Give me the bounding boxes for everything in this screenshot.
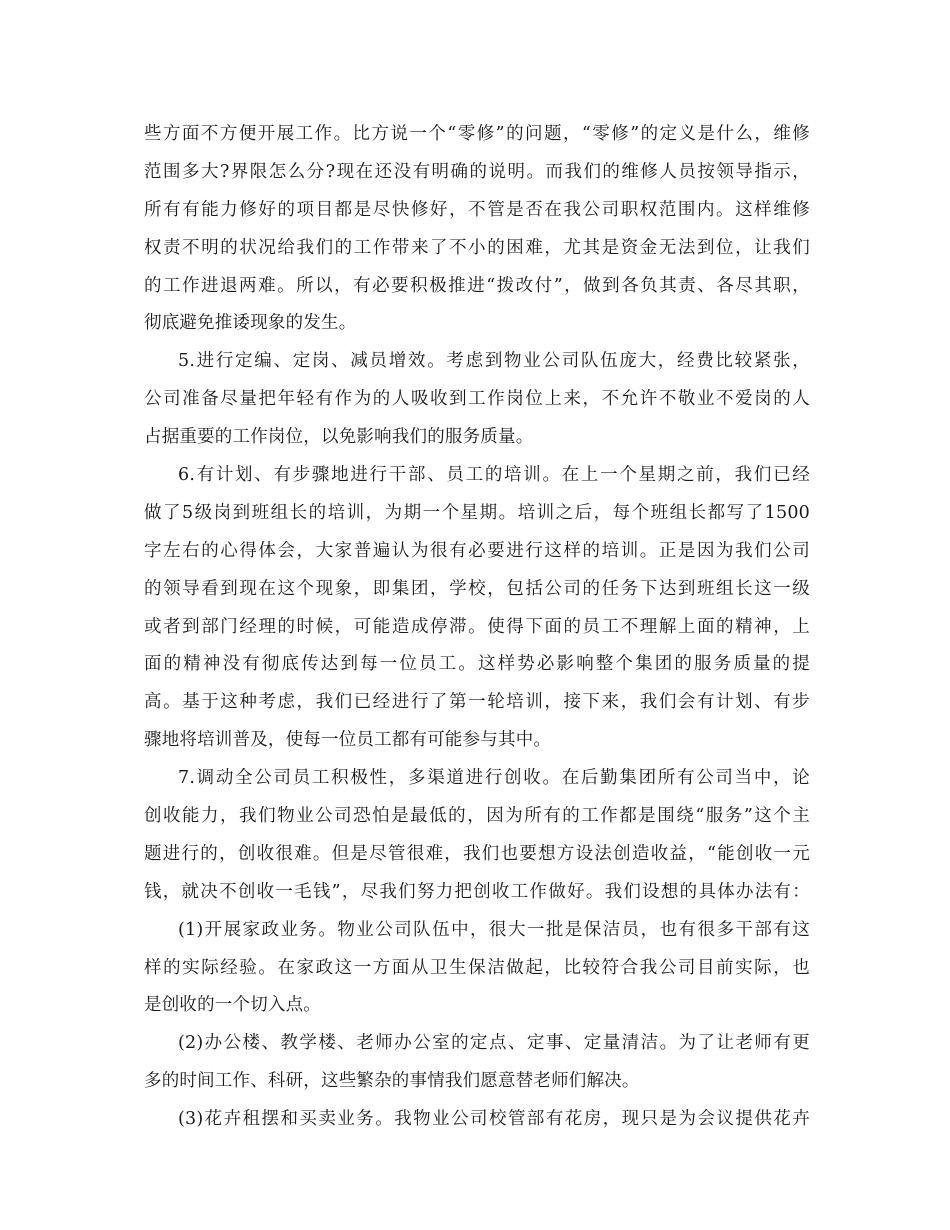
text-line: 题进行的，创收很难。但是尽管很难，我们也要想方设法创造收益，“能创收一元 xyxy=(144,843,810,864)
text-line: 或者到部门经理的时候，可能造成停滞。使得下面的员工不理解上面的精神，上 xyxy=(144,616,810,637)
text-line: 公司准备尽量把年轻有作为的人吸收到工作岗位上来，不允许不敬业不爱岗的人 xyxy=(144,389,810,410)
text-line: (3)花卉租摆和买卖业务。我物业公司校管部有花房，现只是为会议提供花卉 xyxy=(178,1109,810,1130)
text-line: 多的时间工作、科研，这些繁杂的事情我们愿意替老师们解决。 xyxy=(144,1071,640,1092)
text-line: 骤地将培训普及，使每一位员工都有可能参与其中。 xyxy=(144,730,552,751)
text-line: 些方面不方便开展工作。比方说一个“零修”的问题，“零修”的定义是什么，维修 xyxy=(144,124,810,144)
text-line: 彻底避免推诿现象的发生。 xyxy=(144,313,357,334)
text-line: 5.进行定编、定岗、减员增效。考虑到物业公司队伍庞大，经费比较紧张， xyxy=(178,351,810,372)
text-line: 高。基于这种考虑，我们已经进行了第一轮培训，接下来，我们会有计划、有步 xyxy=(144,692,810,713)
document-body xyxy=(144,116,810,1139)
text-line: 的工作进退两难。所以，有必要积极推进“拨改付”，做到各负其责、各尽其职， xyxy=(144,275,810,296)
text-line: 所有有能力修好的项目都是尽快修好，不管是否在我公司职权范围内。这样维修 xyxy=(144,199,810,220)
text-line: 做了5级岗到班组长的培训，为期一个星期。培训之后，每个班组长都写了1500 xyxy=(144,502,810,523)
text-line: (2)办公楼、教学楼、老师办公室的定点、定事、定量清洁。为了让老师有更 xyxy=(178,1033,810,1054)
text-line: (1)开展家政业务。物业公司队伍中，很大一批是保洁员，也有很多干部有这 xyxy=(178,919,810,940)
text-line: 钱，就决不创收一毛钱”，尽我们努力把创收工作做好。我们设想的具体办法有： xyxy=(144,881,810,902)
text-line: 面的精神没有彻底传达到每一位员工。这样势必影响整个集团的服务质量的提 xyxy=(144,654,810,675)
text-line: 权责不明的状况给我们的工作带来了不小的困难，尤其是资金无法到位，让我们 xyxy=(144,237,810,258)
text-line: 6.有计划、有步骤地进行干部、员工的培训。在上一个星期之前，我们已经 xyxy=(178,465,810,486)
text-line: 是创收的一个切入点。 xyxy=(144,995,321,1016)
text-line: 字左右的心得体会，大家普遍认为很有必要进行这样的培训。正是因为我们公司 xyxy=(144,540,810,561)
text-line: 占据重要的工作岗位，以免影响我们的服务质量。 xyxy=(144,427,534,448)
text-line: 范围多大?界限怎么分?现在还没有明确的说明。而我们的维修人员按领导指示， xyxy=(144,161,810,182)
text-line: 样的实际经验。在家政这一方面从卫生保洁做起，比较符合我公司目前实际，也 xyxy=(144,957,810,978)
text-line: 的领导看到现在这个现象，即集团，学校，包括公司的任务下达到班组长这一级 xyxy=(144,578,810,599)
text-line: 7.调动全公司员工积极性，多渠道进行创收。在后勤集团所有公司当中，论 xyxy=(178,768,810,789)
text-line: 创收能力，我们物业公司恐怕是最低的，因为所有的工作都是围绕“服务”这个主 xyxy=(144,806,810,827)
